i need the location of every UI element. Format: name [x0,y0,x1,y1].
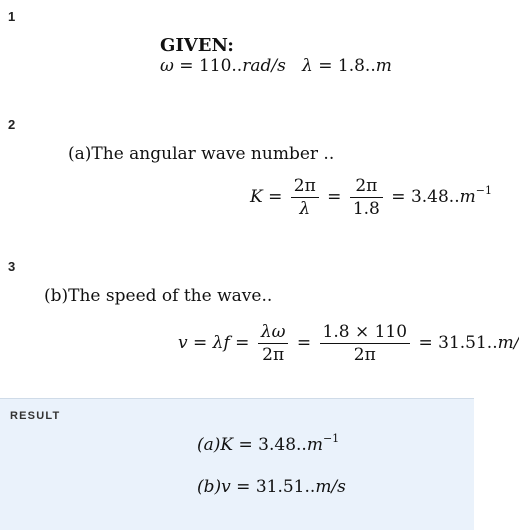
step-description: (a)The angular wave number .. [68,144,335,164]
equation-lhs: K [250,187,263,207]
result-value: 3.48 [410,187,449,207]
equation-wave-speed: v = λf = $\frac{\lambda\omega}{2\pi}$ = $\frac{1.8 \times 110}{2\pi}$ = 31.51..m/ [178,322,519,365]
result-label: RESULT [10,410,61,422]
step-description: (b)The speed of the wave.. [44,286,273,306]
omega-unit: rad/s [242,56,286,76]
result-prefix: (b)v [197,477,231,497]
fraction: $\frac{1.8 \times 110}{2\pi}$ [320,321,411,366]
result-exponent: −1 [322,432,340,445]
result-unit: m/s [315,477,346,497]
result-prefix: (a)K [197,435,234,455]
step-number: 1 [8,9,16,24]
step-number: 2 [8,117,16,132]
given-values: ω = 110..rad/s λ = 1.8..m [160,56,392,76]
result-unit: m/ [497,333,519,353]
fraction: $\frac{2\pi}{\lambda}$ [291,175,319,220]
result-exponent: −1 [475,184,492,197]
result-unit: m [459,187,476,207]
result-value: 3.48 [258,435,297,455]
result-unit: m [306,435,323,455]
fraction: $\frac{2\pi}{1.8}$ [350,175,383,220]
equation-expr: λf [212,333,230,353]
omega-value: 110 [198,56,232,76]
given-heading: GIVEN: [160,35,234,56]
equation-wave-number: K = $\frac{2\pi}{\lambda}$ = $\frac{2\pi}{1.8}$ = $3.48..m^{-1}$ [250,176,492,219]
result-line-a: $(a)K = 3.48..m^{-1}$ [197,432,340,455]
lambda-unit: m [375,56,392,76]
result-value: 31.51 [255,477,305,497]
lambda-value: 1.8 [337,56,365,76]
step-number: 3 [8,259,16,274]
result-value: 31.51 [438,333,487,353]
equation-lhs: v [178,333,188,353]
result-line-b: (b)v = 31.51..m/s [197,477,346,497]
result-panel [0,398,474,530]
fraction: $\frac{\lambda\omega}{2\pi}$ [258,321,289,366]
